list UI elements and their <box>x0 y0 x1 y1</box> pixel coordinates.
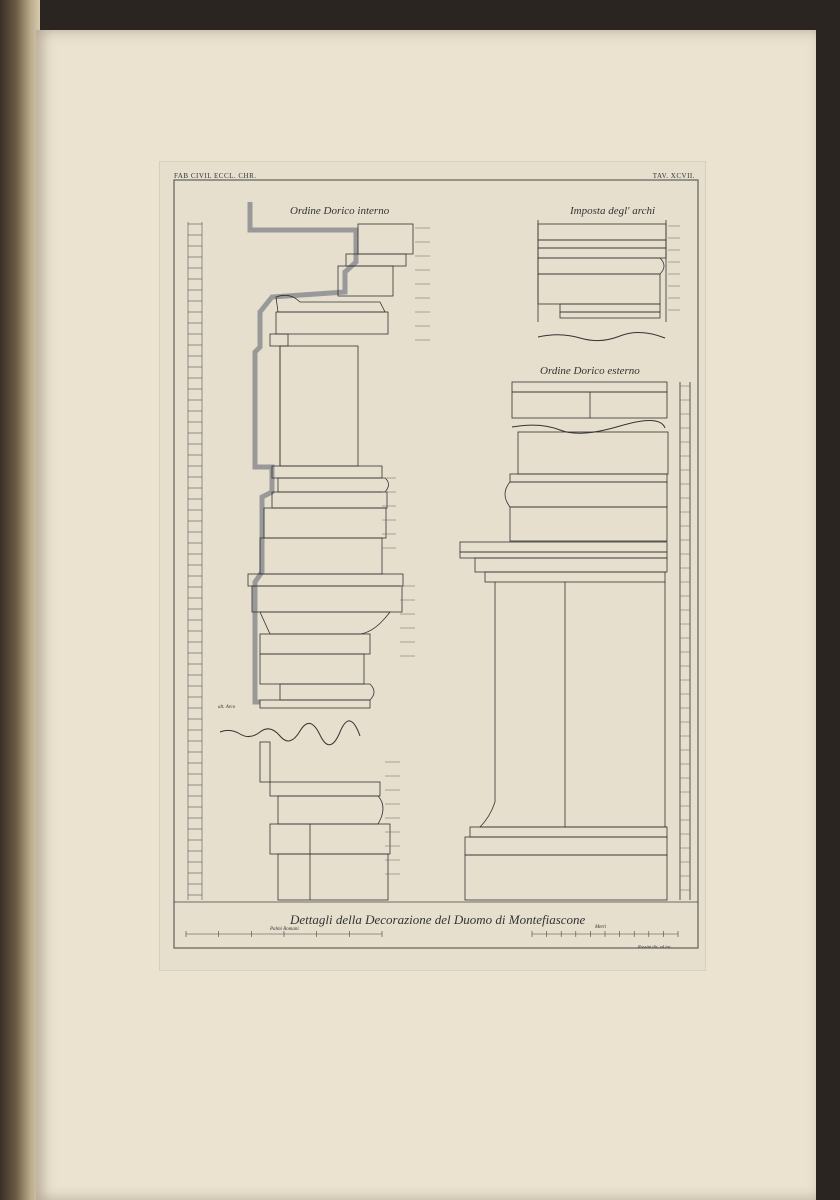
architectural-drawing <box>160 162 705 970</box>
engraving-plate <box>160 162 705 970</box>
scale-right-label: Metri <box>595 925 607 930</box>
label-floor-mark: alt. Arco <box>218 705 236 710</box>
left-dimension-strip <box>188 222 202 900</box>
interior-doric-profile <box>220 202 413 900</box>
arch-impost-profile <box>538 220 666 341</box>
label-arch-impost: Imposta degl' archi <box>570 205 656 217</box>
label-exterior-order: Ordine Dorico esterno <box>540 365 640 377</box>
plate-header-left: FAB CIVIL ECCL. CHR. <box>174 172 257 180</box>
interior-dimension-ticks <box>382 228 430 874</box>
exterior-dimension-ticks <box>668 226 690 890</box>
scale-bar-metri <box>532 931 678 937</box>
book-binding <box>0 0 40 1200</box>
plate-title: Dettagli della Decorazione del Duomo di Montefiascone <box>290 912 586 927</box>
engraver-signature: Rossini dis. ed inc. <box>638 944 672 949</box>
exterior-doric-profile <box>460 382 690 900</box>
plate-header-right: TAV. XCVII. <box>652 172 695 180</box>
scale-left-label: Palmi Romani <box>270 927 299 932</box>
label-interior-order: Ordine Dorico interno <box>290 205 390 217</box>
